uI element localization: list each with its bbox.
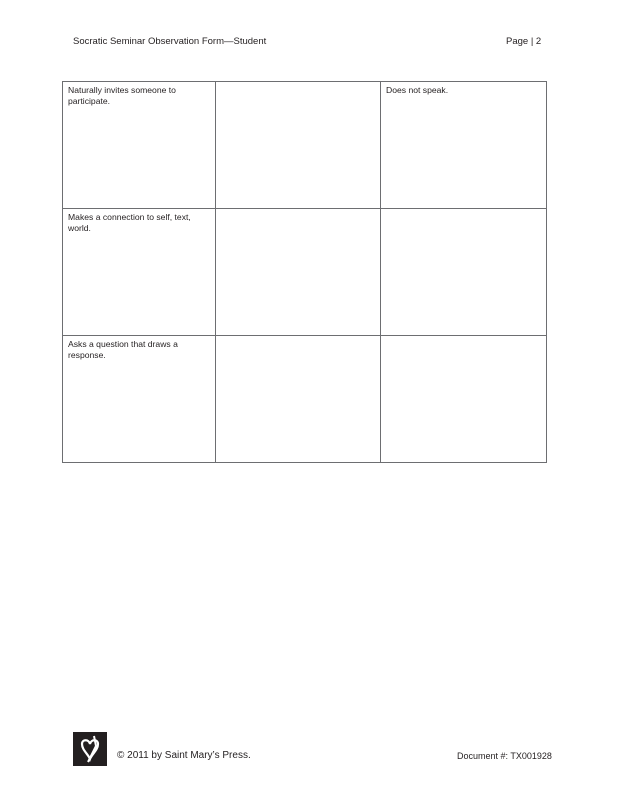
publisher-logo-icon: [73, 732, 107, 766]
observation-cell: [216, 82, 381, 209]
footer-document-number: Document #: TX001928: [457, 751, 552, 761]
page-number: Page | 2: [506, 36, 542, 47]
behavior-cell: Makes a connection to self, text, world.: [63, 209, 216, 336]
table-row: [63, 82, 547, 209]
contrast-cell: Does not speak.: [381, 82, 547, 209]
page-header-title: Socratic Seminar Observation Form—Student: [73, 36, 267, 47]
table-row: [63, 336, 547, 463]
table-row: [63, 209, 547, 336]
contrast-cell: [381, 336, 547, 463]
observation-table: [62, 81, 547, 463]
observation-cell: [216, 336, 381, 463]
contrast-cell: [381, 209, 547, 336]
observation-cell: [216, 209, 381, 336]
behavior-cell: Asks a question that draws a response.: [63, 336, 216, 463]
behavior-cell: Naturally invites someone to participate.: [63, 82, 216, 209]
footer-copyright: © 2011 by Saint Mary’s Press.: [117, 750, 251, 761]
